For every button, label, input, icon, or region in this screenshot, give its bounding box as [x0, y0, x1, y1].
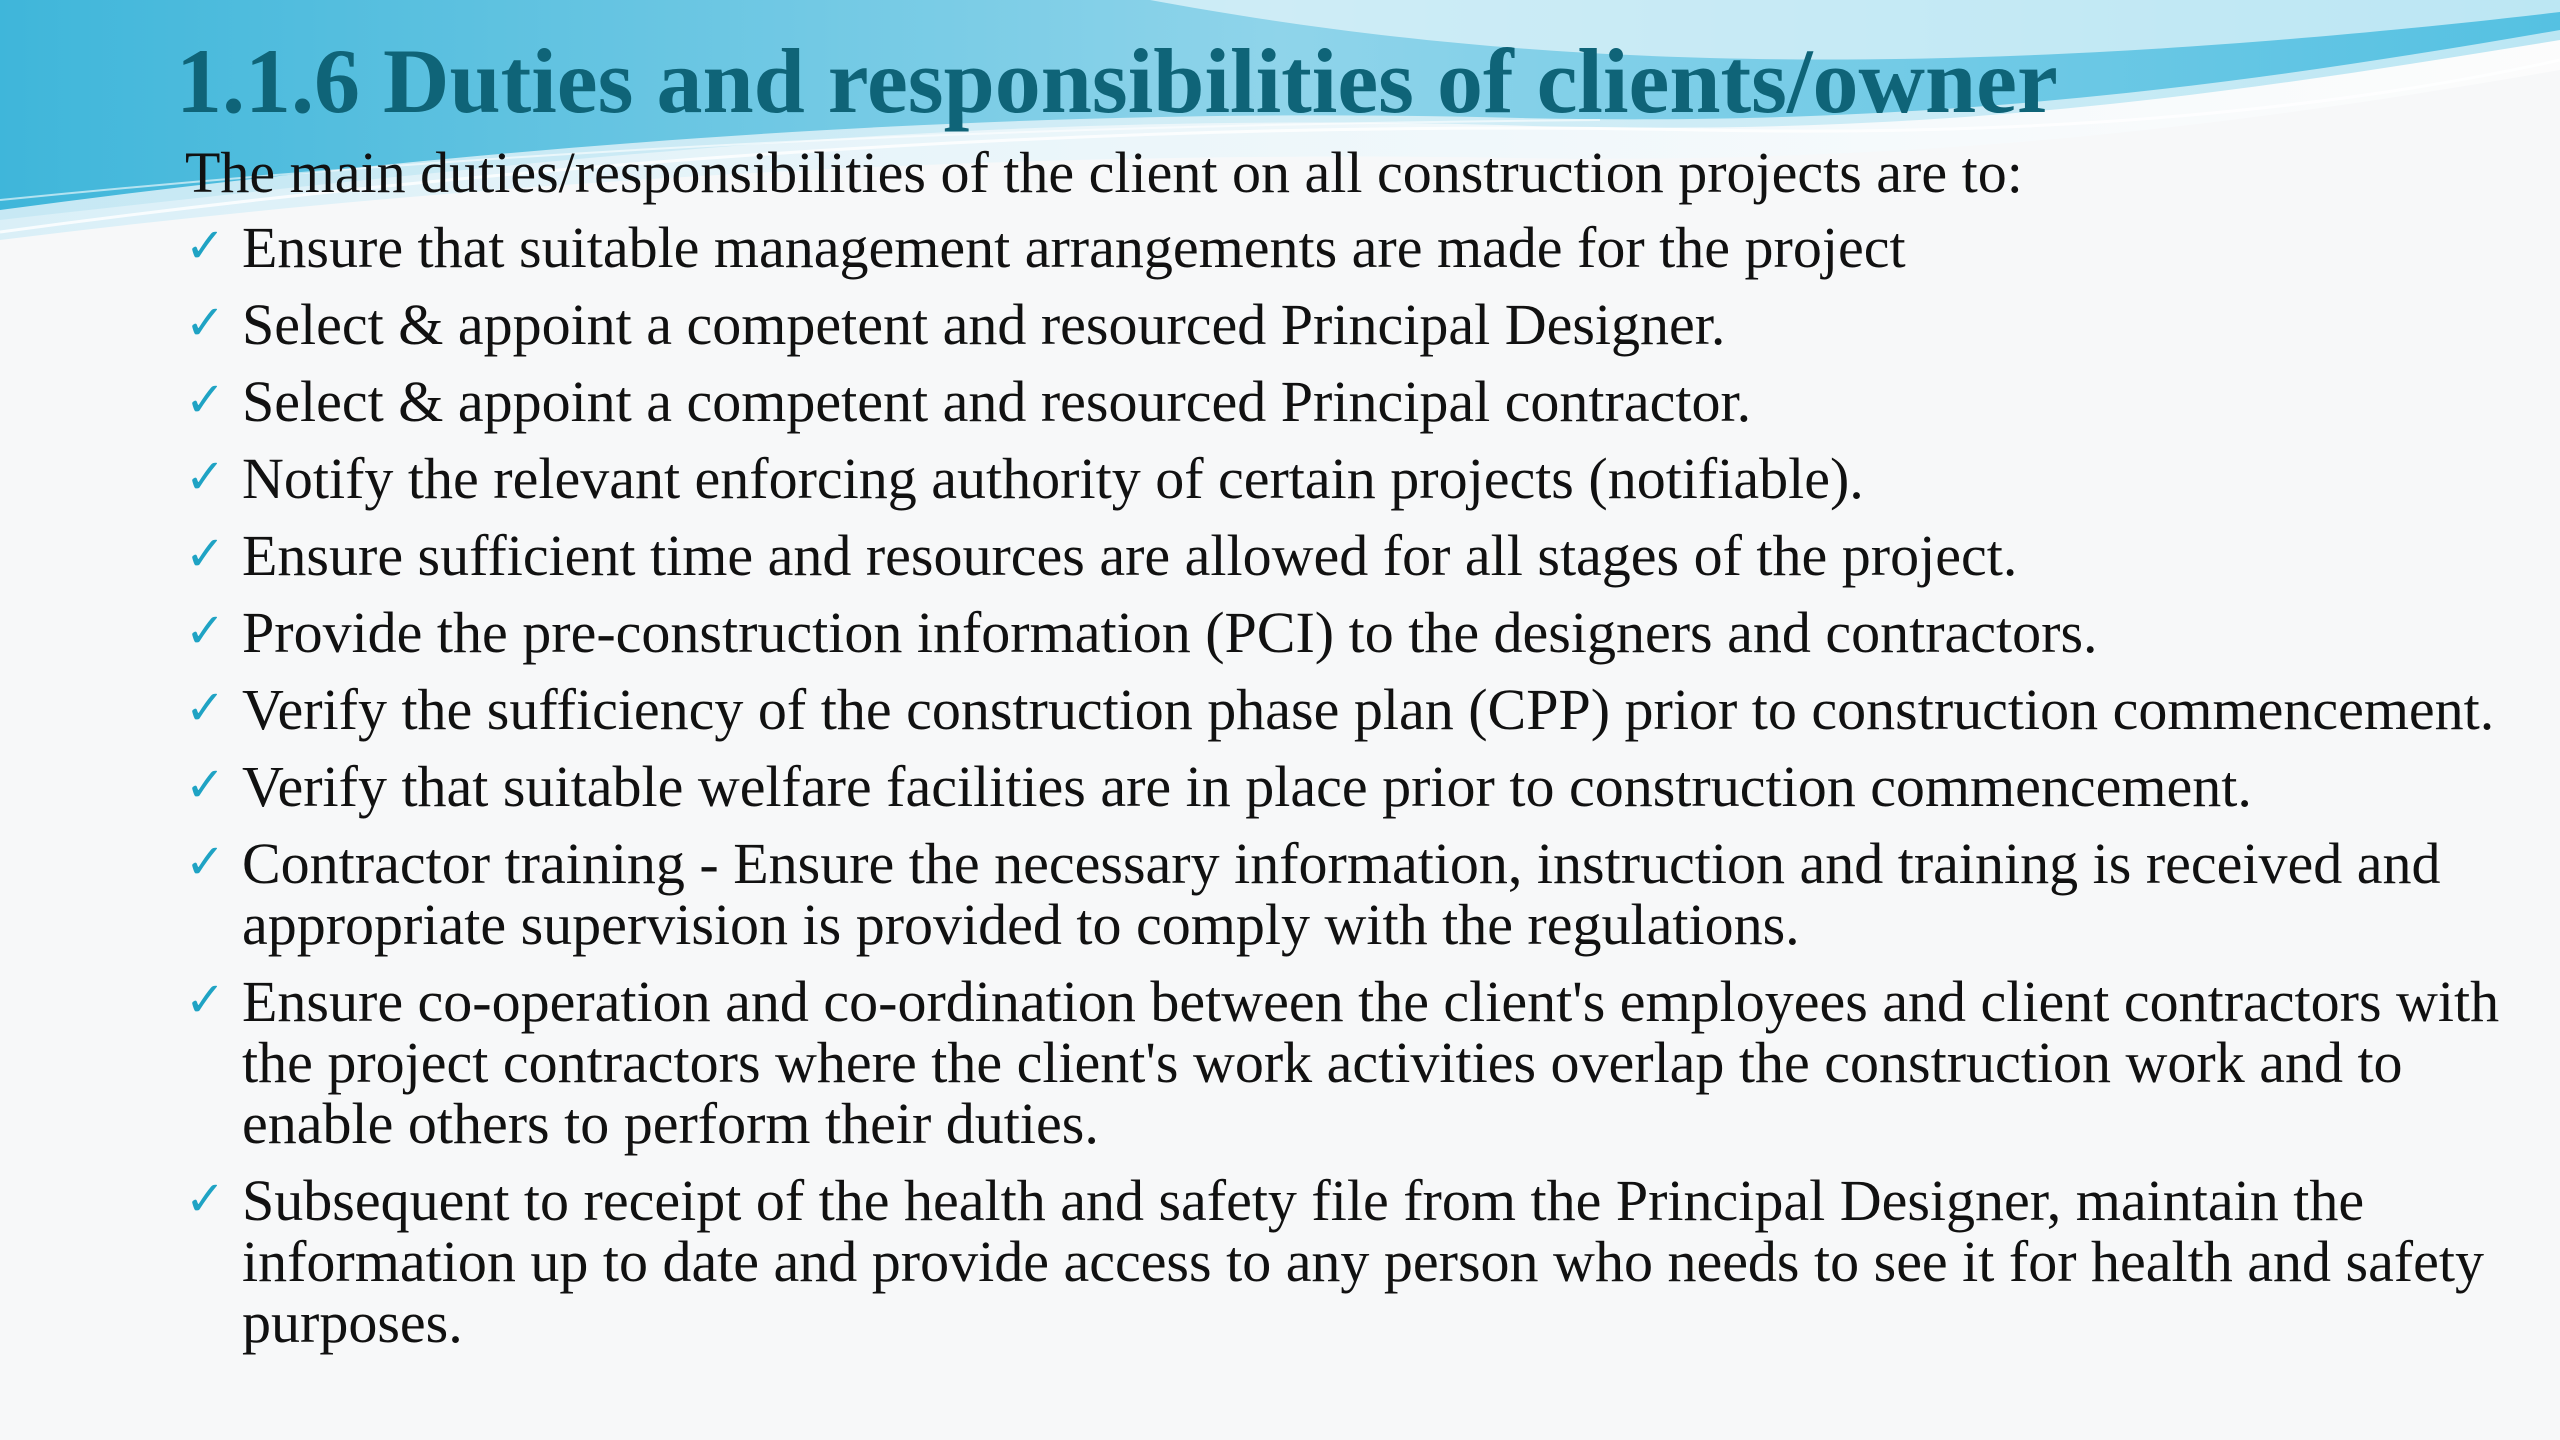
- list-item-text: Provide the pre-construction information (PCI) to the designers and contractors.: [242, 600, 2098, 665]
- check-icon: ✓: [185, 1171, 226, 1227]
- slide-title: 1.1.6 Duties and responsibilities of clients/owner: [176, 30, 2058, 132]
- check-icon: ✓: [185, 680, 226, 736]
- list-item-text: Notify the relevant enforcing authority of certain projects (notifiable).: [242, 446, 1864, 511]
- list-item-text: Ensure co-operation and co-ordination between the client's employees and client contractors with the project contractors where the client's work activities overlap the construction work and to enable others to perform their duties.: [242, 969, 2500, 1156]
- list-item-text: Verify that suitable welfare facilities are in place prior to construction commencement.: [242, 754, 2252, 819]
- list-item: [185, 602, 2535, 663]
- list-item-text: Ensure sufficient time and resources are allowed for all stages of the project.: [242, 523, 2018, 588]
- slide-body: [185, 140, 2535, 1369]
- list-item: [185, 1170, 2535, 1353]
- check-icon: ✓: [185, 757, 226, 813]
- check-icon: ✓: [185, 972, 226, 1028]
- list-item: [185, 971, 2535, 1154]
- list-item: [185, 217, 2535, 278]
- list-item-text: Ensure that suitable management arrangements are made for the project: [242, 215, 1906, 280]
- check-icon: ✓: [185, 834, 226, 890]
- check-icon: ✓: [185, 218, 226, 274]
- check-icon: ✓: [185, 603, 226, 659]
- intro-text: The main duties/responsibilities of the client on all construction projects are to:: [185, 140, 2023, 205]
- list-item: [185, 525, 2535, 586]
- check-icon: ✓: [185, 295, 226, 351]
- list-item: [185, 371, 2535, 432]
- check-icon: ✓: [185, 526, 226, 582]
- list-item-text: Verify the sufficiency of the construction phase plan (CPP) prior to construction commencement.: [242, 677, 2495, 742]
- list-item: [185, 833, 2535, 955]
- list-item: [185, 294, 2535, 355]
- list-item-text: Select & appoint a competent and resourced Principal contractor.: [242, 369, 1752, 434]
- list-item-text: Select & appoint a competent and resourced Principal Designer.: [242, 292, 1726, 357]
- duties-list: [185, 217, 2535, 1353]
- list-item: [185, 448, 2535, 509]
- list-item: [185, 679, 2535, 740]
- list-item-text: Contractor training - Ensure the necessary information, instruction and training is received and appropriate supervision is provided to comply with the regulations.: [242, 831, 2441, 957]
- list-item: [185, 756, 2535, 817]
- list-item-text: Subsequent to receipt of the health and safety file from the Principal Designer, maintain the information up to date and provide access to any person who needs to see it for health and safety purposes.: [242, 1168, 2484, 1355]
- check-icon: ✓: [185, 372, 226, 428]
- check-icon: ✓: [185, 449, 226, 505]
